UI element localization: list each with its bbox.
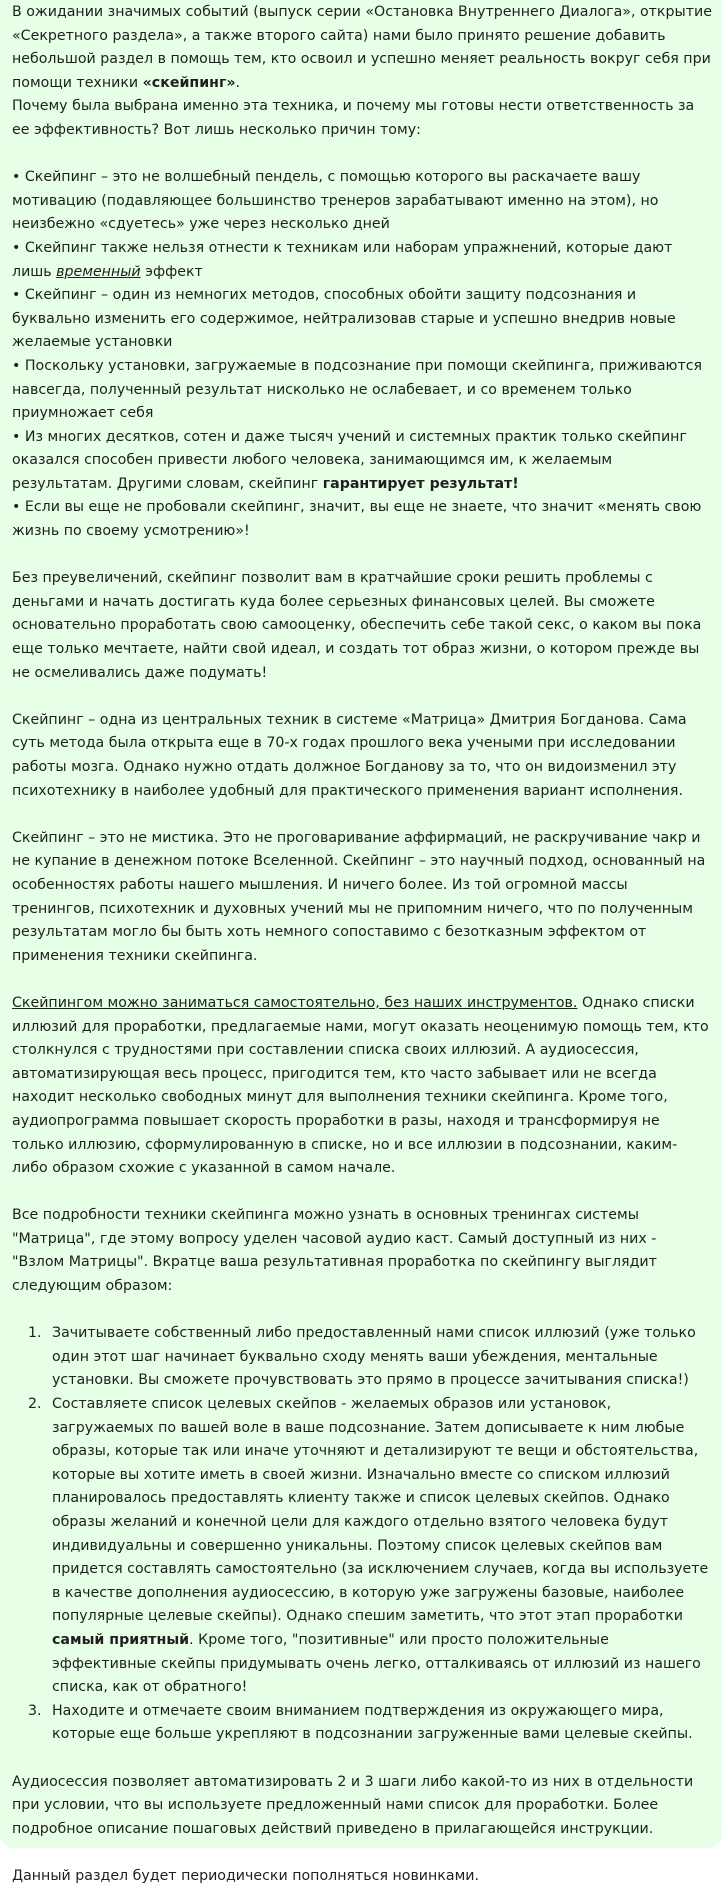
underlined-statement: Скейпингом можно заниматься самостоятельно, без наших инструментов. — [12, 994, 578, 1011]
spacer — [12, 1747, 712, 1771]
reason-item: • Скейпинг – один из немногих методов, способных обойти защиту подсознания и буквально изменить его содержимое, нейтрализовав старые и успешно внедрив новые желаемые установки — [12, 287, 676, 351]
closing-note: Данный раздел будет периодически пополняться новинками. — [12, 1867, 480, 1884]
intro-text: В ожидании значимых событий (выпуск серии «Остановка Внутреннего Диалога», открытие «Секретного раздела», а также второго сайта) нами было принято решение добавить небольшой раздел в помощь тем, кто освоил и успешно меняет реальность вокруг себя при помощи техники — [12, 4, 712, 91]
science-paragraph: Скейпинг – это не мистика. Это не проговаривание аффирмаций, не раскручивание чакр и не купание в денежном потоке Вселенной. Скейпинг – это научный подход, основанный на особенностях работы нашего мышления. И ничего более. Из той огромной массы тренингов, психотехник и духовных учений мы не припомним ничего, что по полученным результатам могло бы быть хоть немного сопоставимо с безотказным эффектом от применения техники скейпинга. — [12, 829, 706, 964]
reason-item: • Скейпинг – это не волшебный пендель, с помощью которого вы раскачаете вашу мотивацию (подавляющее большинство тренеров зарабатывают именно на этом), но неизбежно «сдуетесь» уже через несколько дней — [12, 169, 659, 233]
overview-paragraph: Все подробности техники скейпинга можно узнать в основных тренингах системы "Матрица", где этому вопросу уделен часовой аудио каст. Самый доступный из них - "Взлом Матрицы". Вкратце ваша результативная проработка по скейпингу выглядит следующим образом: — [12, 1207, 657, 1295]
step-item: 1. Зачитываете собственный либо предоставленный нами список иллюзий (уже только один этот шаг начинает буквально сходу менять ваши убеждения, ментальные установки. Вы сможете прочувствовать это прямо в процессе зачитывания списка!) — [46, 1322, 712, 1393]
reason-text: • Скейпинг также нельзя отнести к техникам или наборам упражнений, которые дают лишь — [12, 239, 673, 280]
spacer — [12, 1299, 712, 1323]
step-item: 3. Находите и отмечаете своим вниманием подтверждения из окружающего мира, которые еще больше укрепляют в подсознании загруженные вами целевые скейпы. — [46, 1700, 712, 1747]
intro-text-end: . — [235, 74, 241, 91]
spacer — [12, 968, 712, 992]
step-item — [46, 1393, 712, 1700]
reason-item — [12, 426, 712, 497]
emphasis-word: временный — [56, 263, 141, 280]
step-text-end: . Кроме того, "позитивные" или просто положительные эффективные скейпы придумывать очень легко, отталкиваясь от иллюзий из нашего списка, как от обратного! — [52, 1631, 701, 1696]
spacer — [12, 544, 712, 568]
spacer — [12, 1841, 712, 1865]
audio-session-paragraph: Аудиосессия позволяет автоматизировать 2 и 3 шаги либо какой-то из них в отдельности при условии, что вы используете предложенный нами список для проработки. Более подробное описание пошаговых действий приведено в прилагающейся инструкции. — [12, 1773, 694, 1837]
spacer — [12, 685, 712, 709]
origin-paragraph: Скейпинг – одна из центральных техник в системе «Матрица» Дмитрия Богданова. Сама суть метода была открыта еще в 70-х годах прошлого века учеными при исследовании работы мозга. Однако нужно отдать должное Богданову за то, что он видоизменил эту психотехнику в наиболее удобный для практического применения вариант исполнения. — [12, 711, 687, 799]
reason-item: • Поскольку установки, загружаемые в подсознание при помощи скейпинга, приживаются навсегда, полученный результат нисколько не ослабевает, и со временем только приумножает себя — [12, 357, 703, 422]
spacer — [12, 803, 712, 827]
benefits-paragraph: Без преувеличений, скейпинг позволит вам в кратчайшие сроки решить проблемы с деньгами и начать достигать куда более серьезных финансовых целей. Вы сможете основательно проработать свою самооценку, обеспечить себе такой секс, о каком вы пока еще только мечтаете, найти свой идеал, и создать тот образ жизни, о котором прежде вы не осмеливались даже подумать! — [12, 570, 702, 681]
tools-paragraph — [12, 992, 712, 1181]
intro-paragraph — [12, 1, 712, 95]
spacer — [12, 1181, 712, 1205]
tools-text: Однако списки иллюзий для проработки, предлагаемые нами, могут оказать неоценимую помощь тем, кто столкнулся с трудностями при составлении списка своих иллюзий. А аудиосессия, автоматизирующая весь процесс, пригодится тем, кто часто забывает или не всегда находит несколько свободных минут для выполнения техники скейпинга. Кроме того, аудиопрограмма повышает скорость проработки в разы, находя и трансформируя не только иллюзию, сформулированную в списке, но и все иллюзии в подсознании, каким-либо образом схожие с указанной в самом начале. — [12, 994, 709, 1177]
reason-item: • Если вы еще не пробовали скейпинг, значит, вы еще не знаете, что значит «менять свою жизнь по своему усмотрению»! — [12, 499, 702, 540]
step-text: Составляете список целевых скейпов - желаемых образов или установок, загружаемых по вашей воле в ваше подсознание. Затем дописываете к ним любые образы, которые так или иначе уточняют и детализируют те вещи и обстоятельства, которые вы хотите иметь в своей жизни. Изначально вместе со списком иллюзий планировалось предоставлять клиенту также и список целевых скейпов. Однако образы желаний и конечной цели для каждого отдельно взятого человека будут индивидуальны и совершенно уникальны. Поэтому список целевых скейпов вам придется составлять самостоятельно (за исключением случаев, когда вы используете в качестве дополнения аудиосессию, в которую уже загружены базовые, наиболее популярные целевые скейпы). Однако спешим заметить, что этот этап проработки — [52, 1396, 709, 1625]
technique-name: «скейпинг» — [142, 74, 236, 91]
guarantee-phrase: гарантирует результат! — [322, 475, 519, 492]
step-emphasis: самый приятный — [52, 1631, 190, 1648]
reasons-lead-paragraph: Почему была выбрана именно эта техника, и почему мы готовы нести ответственность за ее эффективность? Вот лишь несколько причин тому: — [12, 98, 695, 138]
reason-text-end: эффект — [140, 263, 203, 280]
spacer — [12, 143, 712, 167]
reason-text: • Из многих десятков, сотен и даже тысяч учений и системных практик только скейпинг оказался способен привести любого человека, занимающимся им, к желаемым результатам. Другими словам, скейпинг — [12, 428, 687, 492]
steps-list — [12, 1322, 712, 1747]
reason-item — [12, 237, 712, 284]
